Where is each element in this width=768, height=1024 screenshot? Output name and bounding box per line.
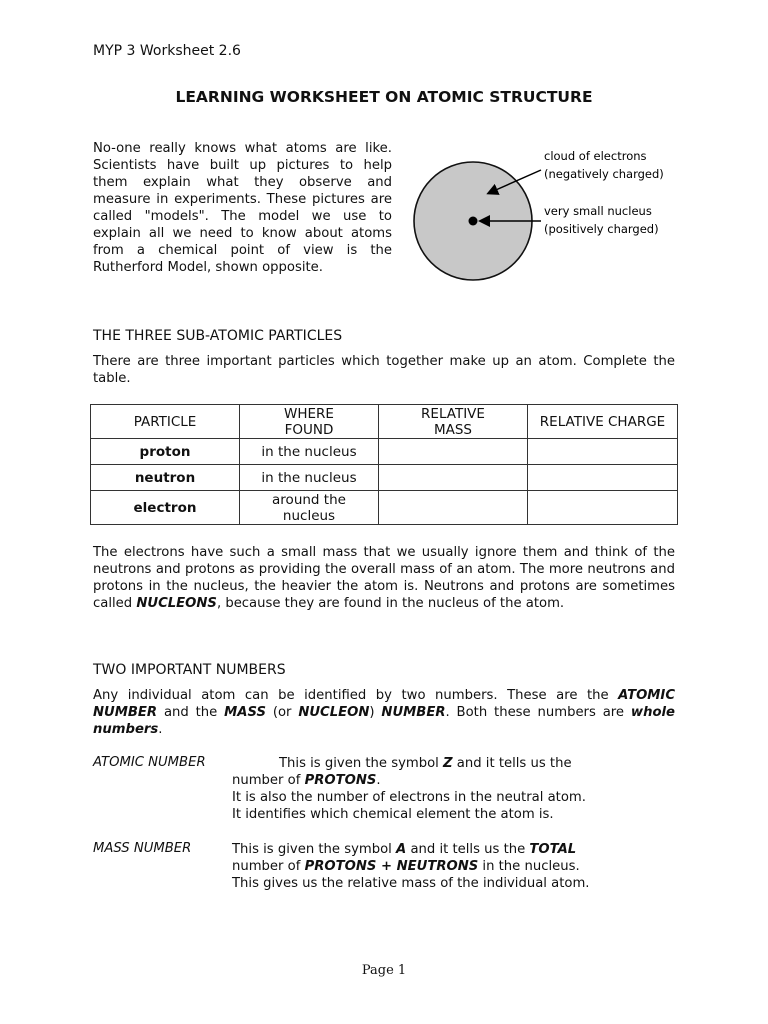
cell-where: around the nucleus (240, 491, 379, 525)
cloud-label-line2: (negatively charged) (544, 167, 664, 181)
cell-mass-blank[interactable] (379, 465, 528, 491)
nucleons-term: NUCLEONS (136, 596, 217, 611)
atomic-number-label: ATOMIC NUMBER (93, 755, 206, 770)
header-charge: RELATIVE CHARGE (528, 405, 678, 439)
header-mass: RELATIVE MASS (379, 405, 528, 439)
cell-charge-blank[interactable] (528, 465, 678, 491)
particles-intro: There are three important particles which together make up an atom. Complete the table. (93, 354, 675, 386)
numbers-paragraph: Any individual atom can be identified by two numbers. These are the ATOMIC NUMBER and the MASS (or NUCLEON) NUMBER. Both these numbers are whole numbers. (93, 688, 675, 737)
numbers-heading: TWO IMPORTANT NUMBERS (93, 662, 286, 678)
cell-charge-blank[interactable] (528, 491, 678, 525)
table-row (91, 465, 678, 491)
header-where: WHERE FOUND (240, 405, 379, 439)
table-row (91, 439, 678, 465)
cell-mass-blank[interactable] (379, 491, 528, 525)
cell-particle: neutron (91, 465, 240, 491)
page-number: Page 1 (361, 963, 407, 978)
mass-number-label: MASS NUMBER (93, 841, 192, 856)
particles-table (90, 404, 678, 525)
nucleus-label-line1: very small nucleus (544, 204, 652, 218)
intro-paragraph: No-one really knows what atoms are like. Scientists have built up pictures to help them explain what they observe and measure in experiments. These pictures are called "models". The model we use to explain all we need to know about atoms from a chemical point of view is the Rutherford Model, shown opposite. (93, 141, 392, 275)
cell-mass-blank[interactable] (379, 439, 528, 465)
worksheet-header: MYP 3 Worksheet 2.6 (93, 43, 241, 59)
table-header-row (91, 405, 678, 439)
cell-where: in the nucleus (240, 465, 379, 491)
page-title: LEARNING WORKSHEET ON ATOMIC STRUCTURE (175, 88, 593, 106)
nucleus-label-line2: (positively charged) (544, 222, 659, 236)
cell-where: in the nucleus (240, 439, 379, 465)
particles-heading: THE THREE SUB-ATOMIC PARTICLES (93, 328, 343, 344)
cell-particle: electron (91, 491, 240, 525)
nucleons-paragraph: The electrons have such a small mass that we usually ignore them and think of the neutrons and protons as providing the overall mass of an atom. The more neutrons and protons in the nucleus, the heavier the atom is. Neutrons and protons are sometimes called NUCLEONS, because they are found in the nucleus of the atom. (93, 545, 675, 611)
header-particle: PARTICLE (91, 405, 240, 439)
mass-number-definition: This is given the symbol A and it tells us the TOTAL number of PROTONS + NEUTRONS in the nucleus. This gives us the relative mass of the individual atom. (232, 842, 590, 891)
rutherford-diagram (405, 140, 705, 290)
atomic-number-definition: This is given the symbol Z and it tells us the number of PROTONS. It is also the number of electrons in the neutral atom. It identifies which chemical element the atom is. (232, 756, 586, 822)
cloud-label-line1: cloud of electrons (544, 149, 647, 163)
cell-particle: proton (91, 439, 240, 465)
cell-charge-blank[interactable] (528, 439, 678, 465)
table-row (91, 491, 678, 525)
nucleus-dot (469, 217, 478, 226)
